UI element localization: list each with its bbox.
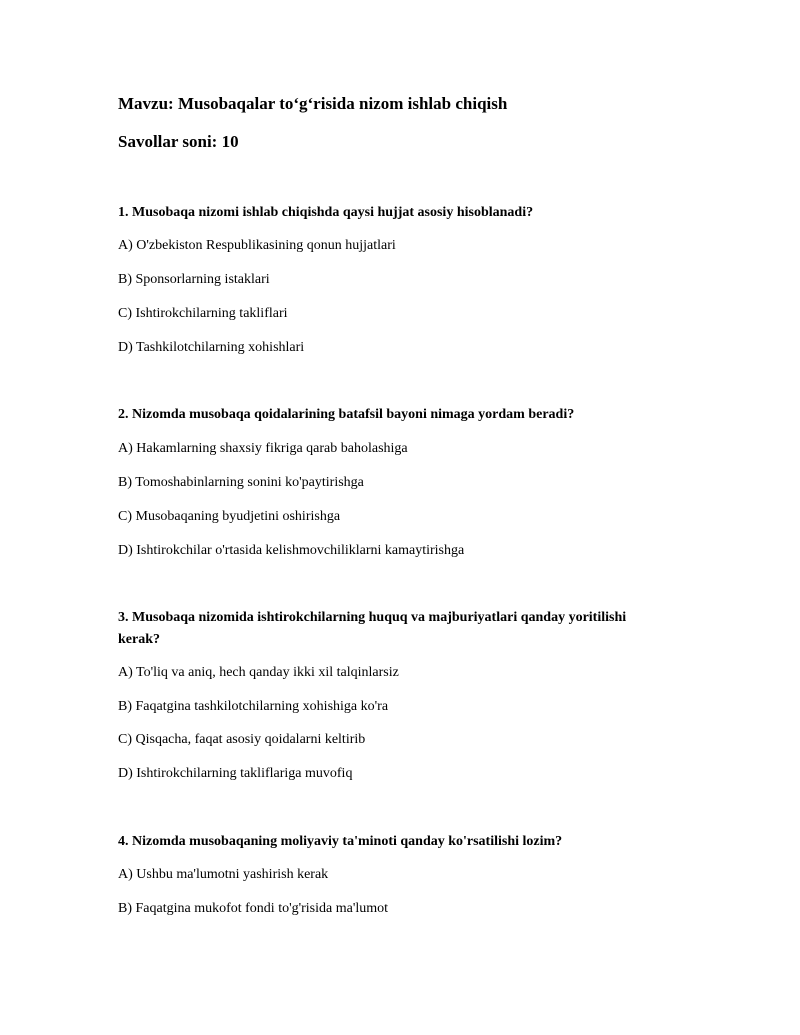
question-1-option-d: D) Tashkilotchilarning xohishlari — [118, 340, 305, 355]
question-4-option-a: A) Ushbu ma'lumotni yashirish kerak — [118, 867, 329, 882]
question-2-text: 2. Nizomda musobaqa qoidalarining batafsil bayoni nimaga yordam beradi? — [118, 407, 575, 422]
question-3-option-b: B) Faqatgina tashkilotchilarning xohishiga ko'ra — [118, 699, 389, 714]
question-count-heading: Savollar soni: 10 — [118, 132, 239, 151]
topic-heading: Mavzu: Musobaqalar to‘g‘risida nizom ishlab chiqish — [118, 94, 508, 113]
question-2-option-b: B) Tomoshabinlarning sonini ko'paytirishga — [118, 475, 364, 490]
question-2-option-d: D) Ishtirokchilar o'rtasida kelishmovchiliklarni kamaytirishga — [118, 543, 465, 558]
question-1-option-c: C) Ishtirokchilarning takliflari — [118, 306, 288, 321]
question-3-option-d: D) Ishtirokchilarning takliflariga muvofiq — [118, 766, 353, 781]
question-3-option-a: A) To'liq va aniq, hech qanday ikki xil talqinlarsiz — [118, 665, 399, 680]
question-1-option-a: A) O'zbekiston Respublikasining qonun hujjatlari — [118, 238, 396, 253]
question-3-text: 3. Musobaqa nizomida ishtirokchilarning huquq va majburiyatlari qanday yoritilishi kerak? — [118, 610, 627, 647]
question-1-text: 1. Musobaqa nizomi ishlab chiqishda qaysi hujjat asosiy hisoblanadi? — [118, 205, 534, 220]
question-2-option-c: C) Musobaqaning byudjetini oshirishga — [118, 509, 341, 524]
question-4-text: 4. Nizomda musobaqaning moliyaviy ta'minoti qanday ko'rsatilishi lozim? — [118, 834, 563, 849]
question-4-option-b: B) Faqatgina mukofot fondi to'g'risida ma'lumot — [118, 901, 389, 916]
question-1-option-b: B) Sponsorlarning istaklari — [118, 272, 270, 287]
question-2-option-a: A) Hakamlarning shaxsiy fikriga qarab baholashiga — [118, 441, 408, 456]
question-3-option-c: C) Qisqacha, faqat asosiy qoidalarni keltirib — [118, 732, 366, 747]
